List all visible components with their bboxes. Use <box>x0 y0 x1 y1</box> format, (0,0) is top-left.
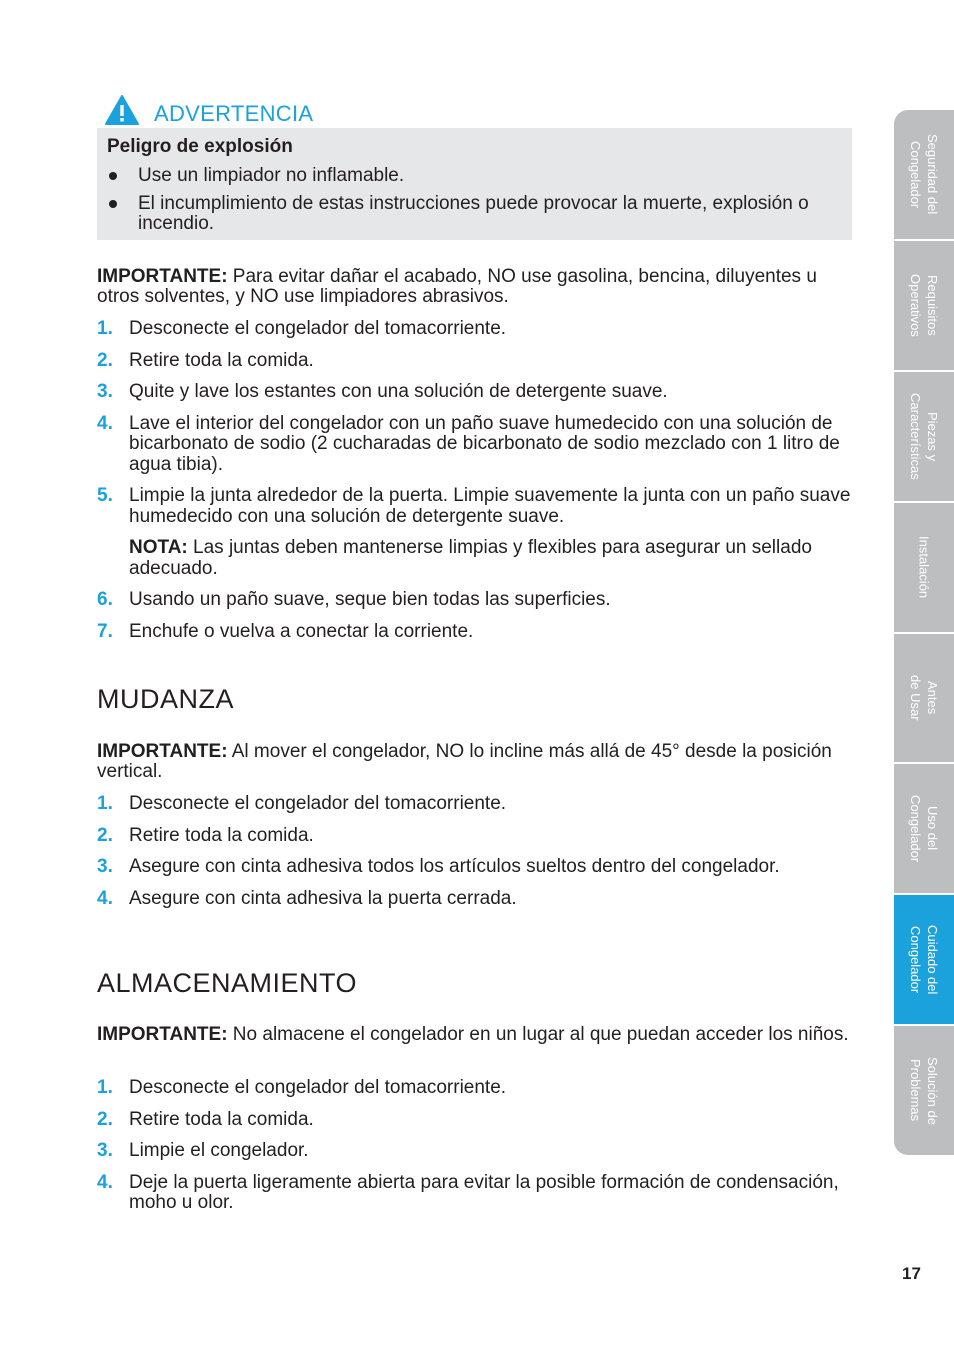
storage-steps <box>97 1078 857 1225</box>
list-item: 1. Desconecte el congelador del tomacorriente. <box>97 1077 507 1098</box>
list-item: 5. Limpie la junta alrededor de la puerta. Limpie suavemente la junta con un paño suave humedecido con una solución de detergente suave. <box>97 485 851 527</box>
tab-solucion-de-problemas[interactable]: Solución de Problemas <box>894 1026 954 1155</box>
important-label: IMPORTANTE: <box>97 741 228 762</box>
warning-triangle-icon <box>104 94 140 126</box>
warning-subtitle: Peligro de explosión <box>107 136 293 157</box>
side-tab-bar <box>894 110 954 1155</box>
moving-important-paragraph <box>97 742 857 782</box>
list-item: 4. Deje la puerta ligeramente abierta para evitar la posible formación de condensación, moho u olor. <box>97 1171 839 1213</box>
list-item: 1. Desconecte el congelador del tomacorriente. <box>97 793 507 814</box>
list-item: 6. Usando un paño suave, seque bien todas las superficies. <box>97 589 611 610</box>
tab-requisitos-operativos[interactable]: Requisitos Operativos <box>894 241 954 370</box>
list-item: 7. Enchufe o vuelva a conectar la corriente. <box>97 620 474 642</box>
storage-important-paragraph <box>97 1025 857 1045</box>
note-label: NOTA: <box>129 537 188 558</box>
important-text: Para evitar dañar el acabado, NO use gasolina, bencina, diluyentes u otros solventes, y NO use limpiadores abrasivos. <box>97 266 817 307</box>
list-item: 3. Limpie el congelador. <box>97 1140 309 1161</box>
list-item: 1. Desconecte el congelador del tomacorriente. <box>97 318 507 339</box>
warning-title: ADVERTENCIA <box>154 101 314 126</box>
tab-instalacion[interactable]: Instalación <box>894 503 954 632</box>
page-number: 17 <box>902 1264 921 1283</box>
note-paragraph: NOTA: Las juntas deben mantenerse limpias y flexibles para asegurar un sellado adecuado. <box>129 537 812 579</box>
important-text: Al mover el congelador, NO lo incline más allá de 45° desde la posición vertical. <box>97 741 832 782</box>
warning-header <box>104 90 313 126</box>
tab-piezas-y-caracteristicas[interactable]: Piezas y Características <box>894 372 954 501</box>
section-title-almacenamiento: ALMACENAMIENTO <box>97 968 358 998</box>
list-item: 2. Retire toda la comida. <box>97 349 314 371</box>
list-item: 4. Lave el interior del congelador con un paño suave humedecido con una solución de bicarbonato de sodio (2 cucharadas de bicarbonato de sodio mezclado con 1 litro de agua tibia). <box>97 412 840 475</box>
list-item: 3. Asegure con cinta adhesiva todos los artículos sueltos dentro del congelador. <box>97 856 780 877</box>
tab-antes-de-usar[interactable]: Antes de Usar <box>894 634 954 762</box>
warning-bullet-list <box>107 166 842 242</box>
bullet-dot-icon <box>109 172 117 180</box>
important-label: IMPORTANTE: <box>97 266 228 287</box>
warning-bullet: Use un limpiador no inflamable. <box>107 166 842 186</box>
list-item: 2. Retire toda la comida. <box>97 824 314 846</box>
important-label: IMPORTANTE: <box>97 1024 228 1045</box>
list-item: 4. Asegure con cinta adhesiva la puerta cerrada. <box>97 887 517 909</box>
cleaning-steps <box>97 319 857 653</box>
warning-box <box>97 128 852 240</box>
list-item: 2. Retire toda la comida. <box>97 1108 314 1130</box>
list-item: 3. Quite y lave los estantes con una solución de detergente suave. <box>97 381 668 402</box>
cleaning-important-paragraph <box>97 267 857 307</box>
warning-bullet: El incumplimiento de estas instrucciones puede provocar la muerte, explosión o incendio. <box>107 194 842 234</box>
important-text: No almacene el congelador en un lugar al que puedan acceder los niños. <box>227 1024 849 1045</box>
tab-uso-del-congelador[interactable]: Uso del Congelador <box>894 764 954 893</box>
bullet-dot-icon <box>109 200 117 208</box>
section-title-mudanza: MUDANZA <box>97 684 234 714</box>
tab-seguridad-del-congelador[interactable]: Seguridad del Congelador <box>894 110 954 239</box>
tab-cuidado-del-congelador[interactable]: Cuidado del Congelador <box>894 895 954 1024</box>
moving-steps <box>97 794 857 920</box>
